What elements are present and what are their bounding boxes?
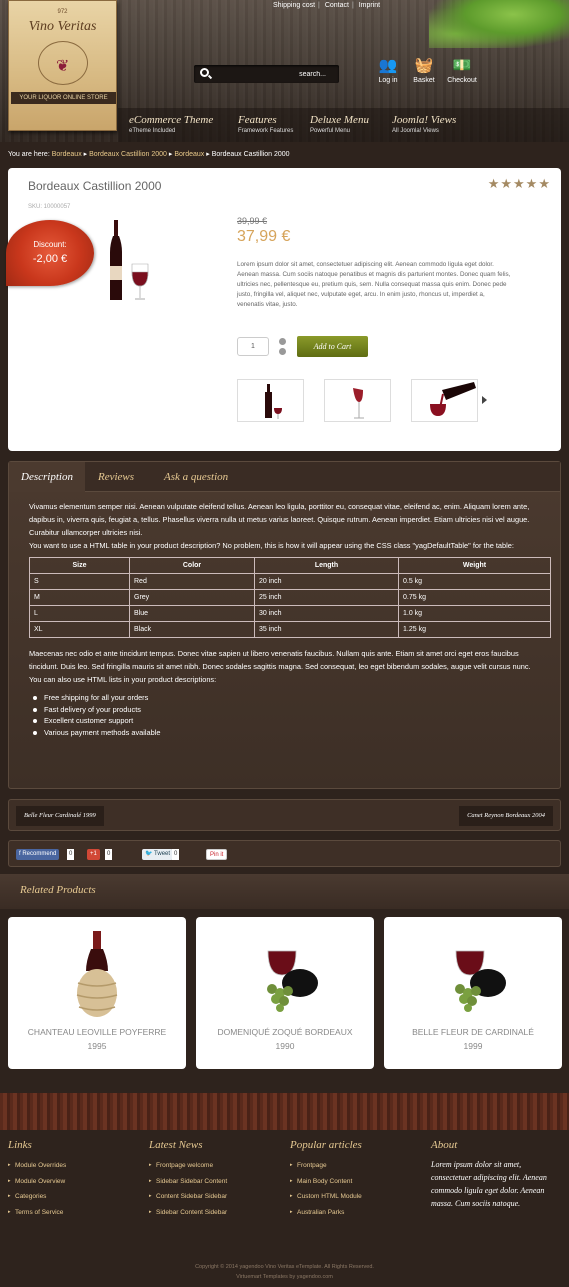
facebook-icon: f [19,851,21,857]
table-header: Length [255,558,399,574]
thumbnail-1[interactable] [237,379,304,422]
breadcrumb-item[interactable]: Bordeaux Castillion 2000 [89,151,167,158]
related-product-card[interactable] [196,917,374,1069]
spec-table [29,557,551,638]
related-product-year: 1990 [275,1041,295,1051]
product-panel [8,168,561,451]
table-cell: S [30,574,130,590]
users-icon: 👥 [378,57,398,74]
table-header: Weight [399,558,551,574]
glass-thumb-image [325,380,392,423]
old-price: 39,99 € [237,216,268,226]
footer-link[interactable]: ▸ Main Body Content [290,1174,420,1190]
related-product-name: BELLE FLEUR DE CARDINALÉ [412,1027,534,1037]
credit-link[interactable]: Virtuemart Templates by yagendoo.com [236,1274,333,1280]
facebook-recommend-button[interactable] [16,849,59,860]
footer-link[interactable]: ▸ Sidebar Sidebar Content [149,1174,279,1190]
table-cell: Blue [130,606,255,622]
thumbnail-2[interactable] [324,379,391,422]
breadcrumb-current: Bordeaux Castillion 2000 [211,151,290,158]
table-cell: 1.0 kg [399,606,551,622]
thumbnail-next-icon[interactable] [482,396,487,404]
copyright [0,1262,569,1282]
breadcrumb-prefix: You are here: [8,151,50,158]
table-header-row [30,558,551,574]
breadcrumb-item[interactable]: Bordeaux [174,151,205,158]
footer-about [431,1139,561,1210]
description-content [29,500,549,738]
list-item: Excellent customer support [39,715,549,727]
related-product-image [62,931,132,1017]
pinterest-button[interactable]: Pin it [206,849,227,860]
discount-label: Discount: [33,240,67,249]
tweet-label: Tweet [154,851,171,857]
product-navigation [8,799,561,831]
product-tabs [8,461,561,789]
table-header: Size [30,558,130,574]
logo[interactable] [8,0,117,131]
menu-subtitle: All Joomla! Views [392,128,439,134]
table-header: Color [130,558,255,574]
table-cell: 30 inch [255,606,399,622]
description-intro: Vivamus elementum semper nisi. Aenean vulputate eleifend tellus. Aenean leo ligula, porttitor eu, consequat vitae, eleifend ac, enim. Aliquam lorem ante, dapibus in, viverra quis, feugiat a, tellus. Phasellus viverra nulla ut metus varius laoreet. Quisque rutrum. Aenean imperdiet. Etiam ultricies nisi vel augue. Curabitur ullamcorper ultricies nisi. [29,502,530,537]
menu-item-ecommerce[interactable] [129,114,213,134]
sale-price: 37,99 € [237,228,291,245]
footer-heading: About [431,1139,458,1151]
description-after-table: Maecenas nec odio et ante tincidunt tempus. Donec vitae sapien ut libero venenatis faucibus. Nullam quis ante. Etiam sit amet orci eget eros faucibus tincidunt. Duis leo. Sed fringilla mauris sit amet nibh. Donec sodales sagittis magna. Sed consequat, leo eget bibendum sodales, augue velit cursus nunc. [29,649,531,671]
menu-item-joomla[interactable] [392,114,456,134]
google-plus-count: 0 [105,849,112,860]
tab-ask-question[interactable]: Ask a question [164,471,229,483]
tweet-count: 0 [172,849,179,860]
menu-item-deluxe[interactable] [310,114,369,134]
related-product-image [250,931,320,1017]
discount-badge [6,220,94,286]
footer-link[interactable]: ▸ Categories [8,1189,138,1205]
table-cell: 35 inch [255,622,399,638]
discount-value: -2,00 € [32,253,68,265]
bottle-thumb-image [238,380,305,423]
search-box [194,65,339,83]
search-input[interactable] [214,65,334,83]
table-row [30,574,551,590]
copyright-text: Copyright © 2014 yagendoo Vino Veritas eTemplate. All Rights Reserved. [195,1264,374,1270]
footer-link[interactable]: ▸ Content Sidebar Sidebar [149,1189,279,1205]
quantity-increase-icon[interactable] [279,338,286,345]
rating-stars: ★★★★★ [487,176,551,191]
table-cell: 20 inch [255,574,399,590]
footer-link[interactable]: ▸ Frontpage [290,1158,420,1174]
menu-title: Deluxe Menu [310,114,369,126]
table-cell: Grey [130,590,255,606]
money-icon: 💵 [452,57,472,74]
footer-link[interactable]: ▸ Australian Parks [290,1205,420,1221]
product-sku: SKU: 10000057 [28,204,71,210]
basket-link[interactable] [404,55,444,84]
table-row [30,622,551,638]
table-cell: 0.5 kg [399,574,551,590]
twitter-icon: 🐦 [145,851,153,857]
login-link[interactable] [368,55,408,84]
table-cell: 25 inch [255,590,399,606]
login-label: Log in [378,77,398,84]
list-item: Free shipping for all your orders [39,692,549,704]
basket-icon: 🧺 [414,57,434,74]
table-cell: 0.75 kg [399,590,551,606]
main-menu [118,108,569,142]
footer-latest-news [149,1139,279,1220]
related-product-card[interactable] [384,917,562,1069]
top-link-imprint[interactable]: Imprint [358,2,381,9]
table-cell: XL [30,622,130,638]
tweet-button[interactable] [142,849,173,860]
breadcrumb: You are here: Bordeaux ▸ Bordeaux Castillion 2000 ▸ Bordeaux ▸ Bordeaux Castillion 2000 [8,151,290,158]
top-link-shipping[interactable]: Shipping cost [273,2,316,9]
related-product-name: CHANTEAU LEOVILLE POYFERRE [27,1027,167,1037]
previous-product-button[interactable]: Belle Fleur Cardinalé 1999 [16,806,104,826]
product-title: Bordeaux Castillion 2000 [28,179,162,193]
table-row [30,590,551,606]
footer-link[interactable]: ▸ Sidebar Content Sidebar [149,1205,279,1221]
top-link-contact[interactable]: Contact [324,2,349,9]
google-plus-button[interactable]: +1 [87,849,100,860]
feature-list [39,692,549,738]
add-to-cart-button[interactable]: Add to Cart [297,336,368,357]
list-intro: You can also use HTML lists in your product descriptions: [29,675,217,684]
related-product-name: DOMENIQUÉ ZOQUÉ BORDEAUX [217,1027,353,1037]
list-item: Various payment methods available [39,727,549,739]
logo-title: Vino Veritas [28,19,97,34]
menu-subtitle: Framework Features [238,128,294,134]
table-cell: M [30,590,130,606]
list-item: Fast delivery of your products [39,704,549,716]
next-product-button[interactable]: Canet Reynon Bordeaux 2004 [459,806,553,826]
tab-reviews[interactable]: Reviews [98,471,135,483]
footer-popular-articles [290,1139,420,1220]
related-product-card[interactable] [8,917,186,1069]
site-header [0,0,569,142]
table-cell: 1.25 kg [399,622,551,638]
logo-year: 972 [57,9,68,15]
related-product-year: 1999 [463,1041,483,1051]
checkout-label: Checkout [447,77,477,84]
footer-heading: Latest News [149,1139,203,1151]
footer-link[interactable]: ▸ Custom HTML Module [290,1189,420,1205]
footer-wood-strip [0,1093,569,1130]
related-products-title: Related Products [20,884,96,896]
menu-title: eCommerce Theme [129,114,214,126]
footer-link[interactable]: ▸ Module Overrides [8,1158,138,1174]
social-share-bar [8,840,561,867]
logo-tagline: YOUR LIQUOR ONLINE STORE [11,92,116,104]
table-row [30,606,551,622]
footer-link[interactable]: ▸ Terms of Service [8,1205,138,1221]
table-cell: Red [130,574,255,590]
facebook-count: 0 [67,849,74,860]
quantity-decrease-icon[interactable] [279,348,286,355]
grapes-icon: ❦ [56,58,70,75]
table-intro: You want to use a HTML table in your product description? No problem, this is how it will appear using the CSS class "yagDefaultTable" for the table: [29,541,514,550]
footer-heading: Popular articles [290,1139,362,1151]
tab-bar [9,462,560,492]
menu-subtitle: eTheme Included [129,128,176,134]
product-image[interactable] [108,220,150,302]
related-product-image [438,931,508,1017]
top-links: Shipping cost | Contact | Imprint [270,2,383,9]
footer-links [8,1139,138,1220]
search-icon[interactable] [200,68,209,77]
footer-link[interactable]: ▸ Module Overview [8,1174,138,1190]
thumbnail-3[interactable] [411,379,478,422]
breadcrumb-item[interactable]: Bordeaux [51,151,82,158]
menu-item-features[interactable] [238,114,293,134]
facebook-label: Recommend [22,851,57,857]
table-cell: L [30,606,130,622]
footer-heading: Links [8,1139,32,1151]
tab-description[interactable]: Description [9,462,85,492]
quantity-input[interactable]: 1 [237,337,269,356]
related-product-year: 1995 [87,1041,107,1051]
pouring-thumb-image [412,380,479,423]
footer-about-text: Lorem ipsum dolor sit amet, consectetuer adipiscing elit. Aenean commodo ligula eget dolor. Aenean massa. Cum sociis natoque. [431,1160,547,1208]
related-products-header [0,874,569,909]
checkout-link[interactable] [442,55,482,84]
menu-title: Features [238,114,277,126]
footer-link[interactable]: ▸ Frontpage welcome [149,1158,279,1174]
basket-label: Basket [413,77,435,84]
table-cell: Black [130,622,255,638]
menu-title: Joomla! Views [392,114,457,126]
vine-leaves-decoration [429,0,569,48]
short-description: Lorem ipsum dolor sit amet, consectetuer adipiscing elit. Aenean commodo ligula eget dolor. Aenean massa. Cum sociis natoque penatibus et magnis dis parturient montes. Donec quam felis, ultricies nec, pellentesque eu, pretium quis, sem. Nulla consequat massa quis enim. Donec pede justo, fringilla vel, aliquet nec, vulputate eget, arcu. In enim justo, rhoncus ut, imperdiet a, venenatis vitae, justo. [237,261,511,308]
menu-subtitle: Powerful Menu [310,128,351,134]
